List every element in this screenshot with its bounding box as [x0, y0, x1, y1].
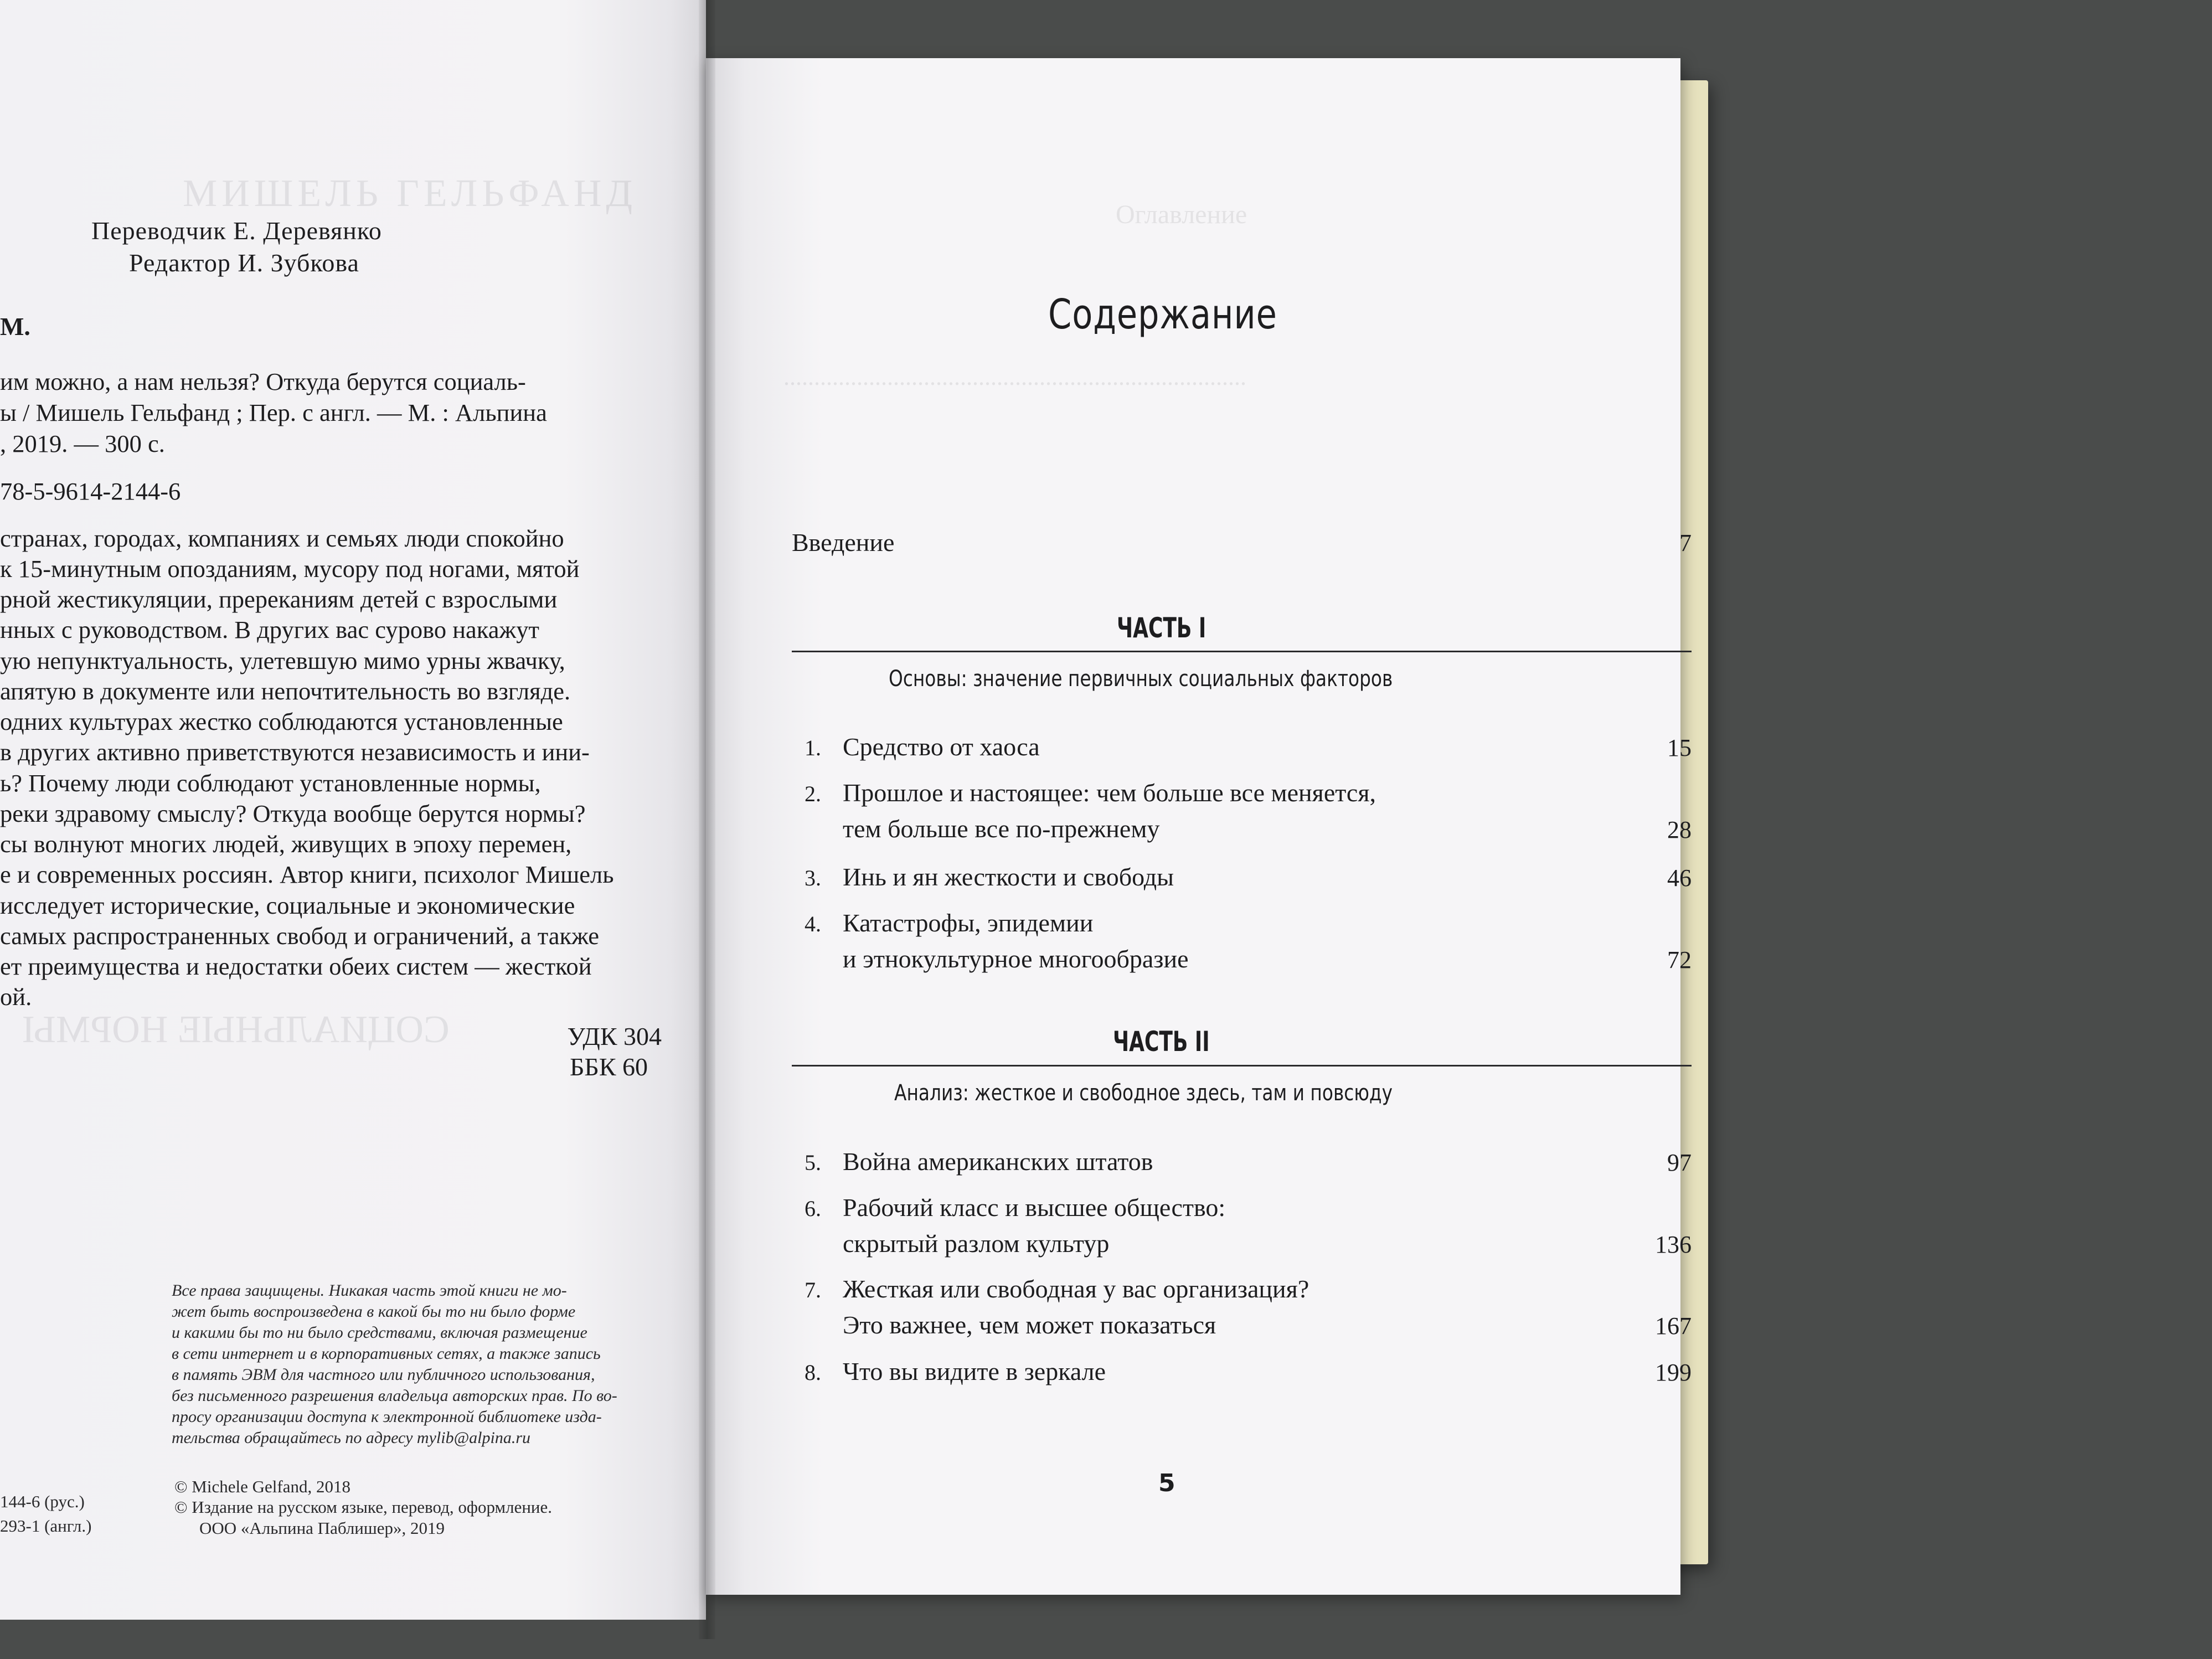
rights-notice-line: Все права защищены. Никакая часть этой книги не мо-	[172, 1281, 567, 1300]
annotation-line: апятую в документе или непочтительность во взгляде.	[0, 677, 571, 705]
copyright-line: ООО «Альпина Паблишер», 2019	[199, 1518, 445, 1538]
part-divider	[792, 651, 1692, 652]
chapter-number: 4.	[805, 911, 821, 936]
chapter-title: Средство от хаоса	[843, 733, 1040, 761]
isbn-line: 78-5-9614-2144-6	[0, 477, 181, 505]
editor-credit: Редактор И. Зубкова	[129, 249, 359, 277]
annotation-line: реки здравому смыслу? Откуда вообще берутся нормы?	[0, 800, 586, 827]
annotation-line: исследует исторические, социальные и экономические	[0, 892, 575, 919]
part-divider	[792, 1065, 1692, 1066]
chapter-title: Жесткая или свободная у вас организация?	[843, 1275, 1309, 1303]
rights-notice-line: без письменного разрешения владельца авторских прав. По во-	[172, 1387, 617, 1405]
chapter-page: 72	[1667, 946, 1692, 973]
udk-code: УДК 304	[567, 1022, 662, 1050]
annotation-line: ет преимущества и недостатки обеих систем — жесткой	[0, 952, 592, 980]
show-through-text: ............................................................................	[783, 363, 1246, 390]
chapter-number: 3.	[805, 865, 821, 890]
copyright-line: © Издание на русском языке, перевод, оформление.	[174, 1497, 553, 1517]
rights-notice-line: в память ЭВМ для частного или публичного использования,	[172, 1366, 595, 1384]
bbk-code: ББК 60	[569, 1053, 648, 1081]
annotation-line: странах, городах, компаниях и семьях люди спокойно	[0, 524, 564, 552]
annotation-line: одних культурах жестко соблюдаются установленные	[0, 708, 563, 735]
page-title: Содержание	[1048, 291, 1277, 338]
chapter-page: 136	[1655, 1231, 1692, 1258]
chapter-page: 199	[1655, 1359, 1692, 1386]
rights-notice-line: и какими бы то ни было средствами, включая размещение	[172, 1323, 587, 1342]
part-subtitle: Основы: значение первичных социальных факторов	[889, 666, 1393, 692]
rights-notice-line: просу организации доступа к электронной библиотеке изда-	[172, 1408, 602, 1426]
toc-intro-label: Введение	[792, 528, 895, 557]
toc-intro-page: 7	[1679, 529, 1692, 557]
annotation-line: е и современных россиян. Автор книги, психолог Мишель	[0, 861, 614, 888]
rights-notice-line: тельства обращайтесь по адресу mylib@alpina.ru	[172, 1429, 531, 1447]
chapter-title: Инь и ян жесткости и свободы	[843, 863, 1174, 891]
chapter-page: 15	[1667, 734, 1692, 761]
page-number: 5	[1158, 1469, 1175, 1497]
annotation-line: в других активно приветствуются независимость и ини-	[0, 738, 590, 766]
book-gutter	[699, 0, 715, 1639]
translator-credit: Переводчик Е. Деревянко	[91, 217, 382, 245]
left-page	[0, 0, 706, 1620]
chapter-title: тем больше все по-прежнему	[843, 815, 1160, 843]
chapter-number: 6.	[805, 1196, 821, 1221]
chapter-title: Рабочий класс и высшее общество:	[843, 1193, 1226, 1222]
chapter-title: Что вы видите в зеркале	[843, 1357, 1106, 1385]
annotation-line: ую непунктуальность, улетевшую мимо урны жвачку,	[0, 647, 565, 674]
description-line: им можно, а нам нельзя? Откуда берутся социаль-	[0, 368, 526, 395]
chapter-page: 28	[1667, 816, 1692, 843]
chapter-page: 46	[1667, 864, 1692, 892]
annotation-line: рной жестикуляции, пререканиям детей с взрослыми	[0, 585, 558, 613]
copyright-line: © Michele Gelfand, 2018	[174, 1477, 350, 1496]
chapter-number: 5.	[805, 1150, 821, 1175]
chapter-title: Это важнее, чем может показаться	[843, 1311, 1216, 1339]
part-subtitle: Анализ: жесткое и свободное здесь, там и повсюду	[894, 1080, 1393, 1106]
isbn-tail: 144-6 (рус.)	[0, 1492, 85, 1511]
part-heading: ЧАСТЬ II	[1113, 1026, 1210, 1058]
chapter-title: скрытый разлом культур	[843, 1229, 1110, 1258]
annotation-line: ь? Почему люди соблюдают установленные нормы,	[0, 769, 541, 797]
annotation-line: сы волнуют многих людей, живущих в эпоху перемен,	[0, 830, 572, 858]
chapter-number: 7.	[805, 1277, 821, 1302]
annotation-line: нных с руководством. В других вас сурово накажут	[0, 616, 539, 643]
description-line: , 2019. — 300 с.	[0, 430, 165, 457]
show-through-text: МИШЕЛЬ ГЕЛЬФАНД	[183, 172, 637, 215]
chapter-title: Катастрофы, эпидемии	[843, 909, 1094, 937]
author-line: М.	[0, 312, 30, 341]
show-through-text: Оглавление	[1116, 200, 1247, 229]
description-line: ы / Мишель Гельфанд ; Пер. с англ. — М. : Альпина	[0, 399, 547, 426]
part-heading: ЧАСТЬ I	[1117, 612, 1206, 644]
chapter-page: 167	[1655, 1312, 1692, 1339]
chapter-page: 97	[1667, 1149, 1692, 1176]
isbn-tail: 293-1 (англ.)	[0, 1516, 92, 1536]
rights-notice-line: в сети интернет и в корпоративных сетях, а также запись	[172, 1344, 601, 1363]
show-through-text: СОЦИАЛЬНЫЕ НОРМЫ	[22, 1008, 450, 1051]
chapter-number: 1.	[805, 735, 821, 760]
chapter-title: и этнокультурное многообразие	[843, 945, 1189, 973]
chapter-number: 8.	[805, 1360, 821, 1385]
rights-notice-line: жет быть воспроизведена в какой бы то ни было форме	[172, 1302, 576, 1321]
annotation-line: самых распространенных свобод и ограничений, а также	[0, 922, 599, 950]
chapter-title: Прошлое и настоящее: чем больше все меняется,	[843, 779, 1376, 807]
chapter-title: Война американских штатов	[843, 1147, 1153, 1176]
chapter-number: 2.	[805, 781, 821, 806]
annotation-line: к 15-минутным опозданиям, мусору под ногами, мятой	[0, 555, 580, 583]
annotation-line: ой.	[0, 983, 32, 1011]
right-page	[706, 58, 1692, 1595]
